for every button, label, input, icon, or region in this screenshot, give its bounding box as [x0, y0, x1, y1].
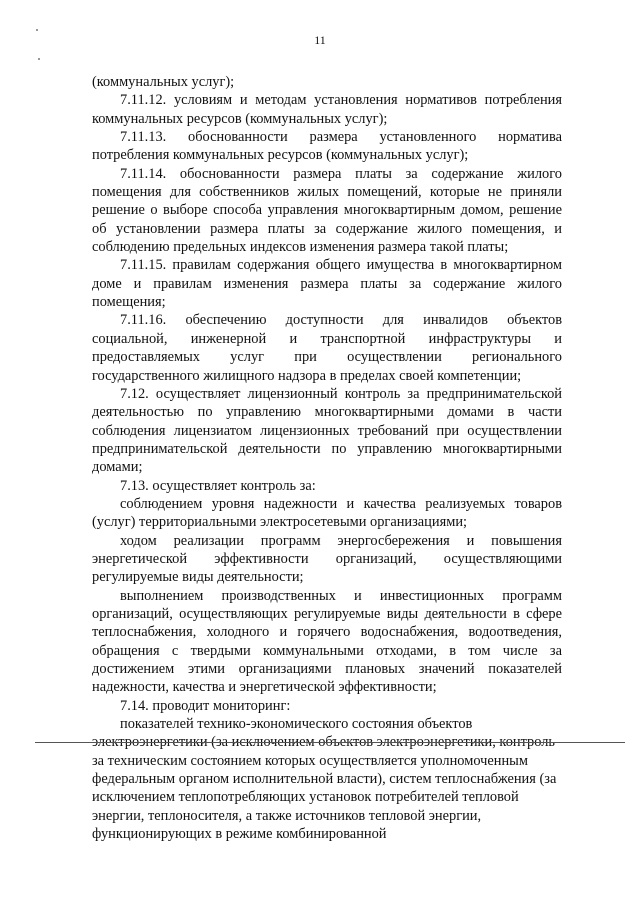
paragraph: 7.11.12. условиям и методам установления нормативов потребления коммунальных ресурсов (коммунальных услуг);: [92, 92, 562, 127]
paragraph: показателей технико-экономического состояния объектов электроэнергетики (за исключением объектов электроэнергетики, контроль за техническим состоянием которых осуществляется уполномоченным федеральным органом исполнительной власти), систем теплоснабжения (за исключением теплопотребляющих установок потребителей тепловой энергии, теплоносителя, а также источников тепловой энергии, функционирующих в режиме комбинированной: [92, 716, 557, 843]
paragraph: 7.14. проводит мониторинг:: [120, 697, 291, 714]
paragraph: соблюдением уровня надежности и качества реализуемых товаров (услуг) территориальными электросетевыми организациями;: [92, 495, 562, 531]
paragraph: ходом реализации программ энергосбережения и повышения энергетической эффективности организаций, осуществляющими регулируемые виды деятельности;: [92, 532, 562, 586]
scan-line-artifact: [35, 742, 625, 743]
paragraph: 7.11.14. обоснованности размера платы за содержание жилого помещения для собственников жилых помещений, которые не приняли решение о выборе способа управления многоквартирным домом, решение об установлении размера платы за содержание жилого помещения, и соблюдению предельных индексов изменения размера такой платы;: [92, 165, 562, 256]
body-text: [92, 73, 562, 843]
paragraph: выполнением производственных и инвестиционных программ организаций, осуществляющих регулируемые виды деятельности в сфере теплоснабжения, холодного и горячего водоснабжения, водоотведения, обращения с твердыми коммунальными отходами, в том числе за достижением этими организациями плановых значений показателей надежности, качества и энергетической эффективности;: [92, 587, 562, 696]
scan-speck: [36, 29, 38, 31]
paragraph: (коммунальных услуг);: [92, 74, 235, 90]
page-number: 11: [314, 33, 326, 47]
paragraph: 7.11.16. обеспечению доступности для инвалидов объектов социальной, инженерной и транспортной инфраструктуры и предоставляемых услуг при осуществлении регионального государственного жилищного надзора в пределах своей компетенции;: [92, 312, 562, 384]
paragraph: 7.12. осуществляет лицензионный контроль за предпринимательской деятельностью по управлению многоквартирными домами в части соблюдения лицензиатом лицензионных требований при осуществлении предпринимательской деятельности по управлению многоквартирными домами;: [92, 385, 562, 476]
paragraph: 7.11.15. правилам содержания общего имущества в многоквартирном доме и правилам изменения размера платы за содержание жилого помещения;: [92, 257, 562, 311]
scan-speck: [38, 58, 40, 60]
paragraph: 7.13. осуществляет контроль за:: [120, 477, 316, 494]
paragraph: 7.11.13. обоснованности размера установленного норматива потребления коммунальных ресурсов (коммунальных услуг);: [92, 129, 562, 164]
